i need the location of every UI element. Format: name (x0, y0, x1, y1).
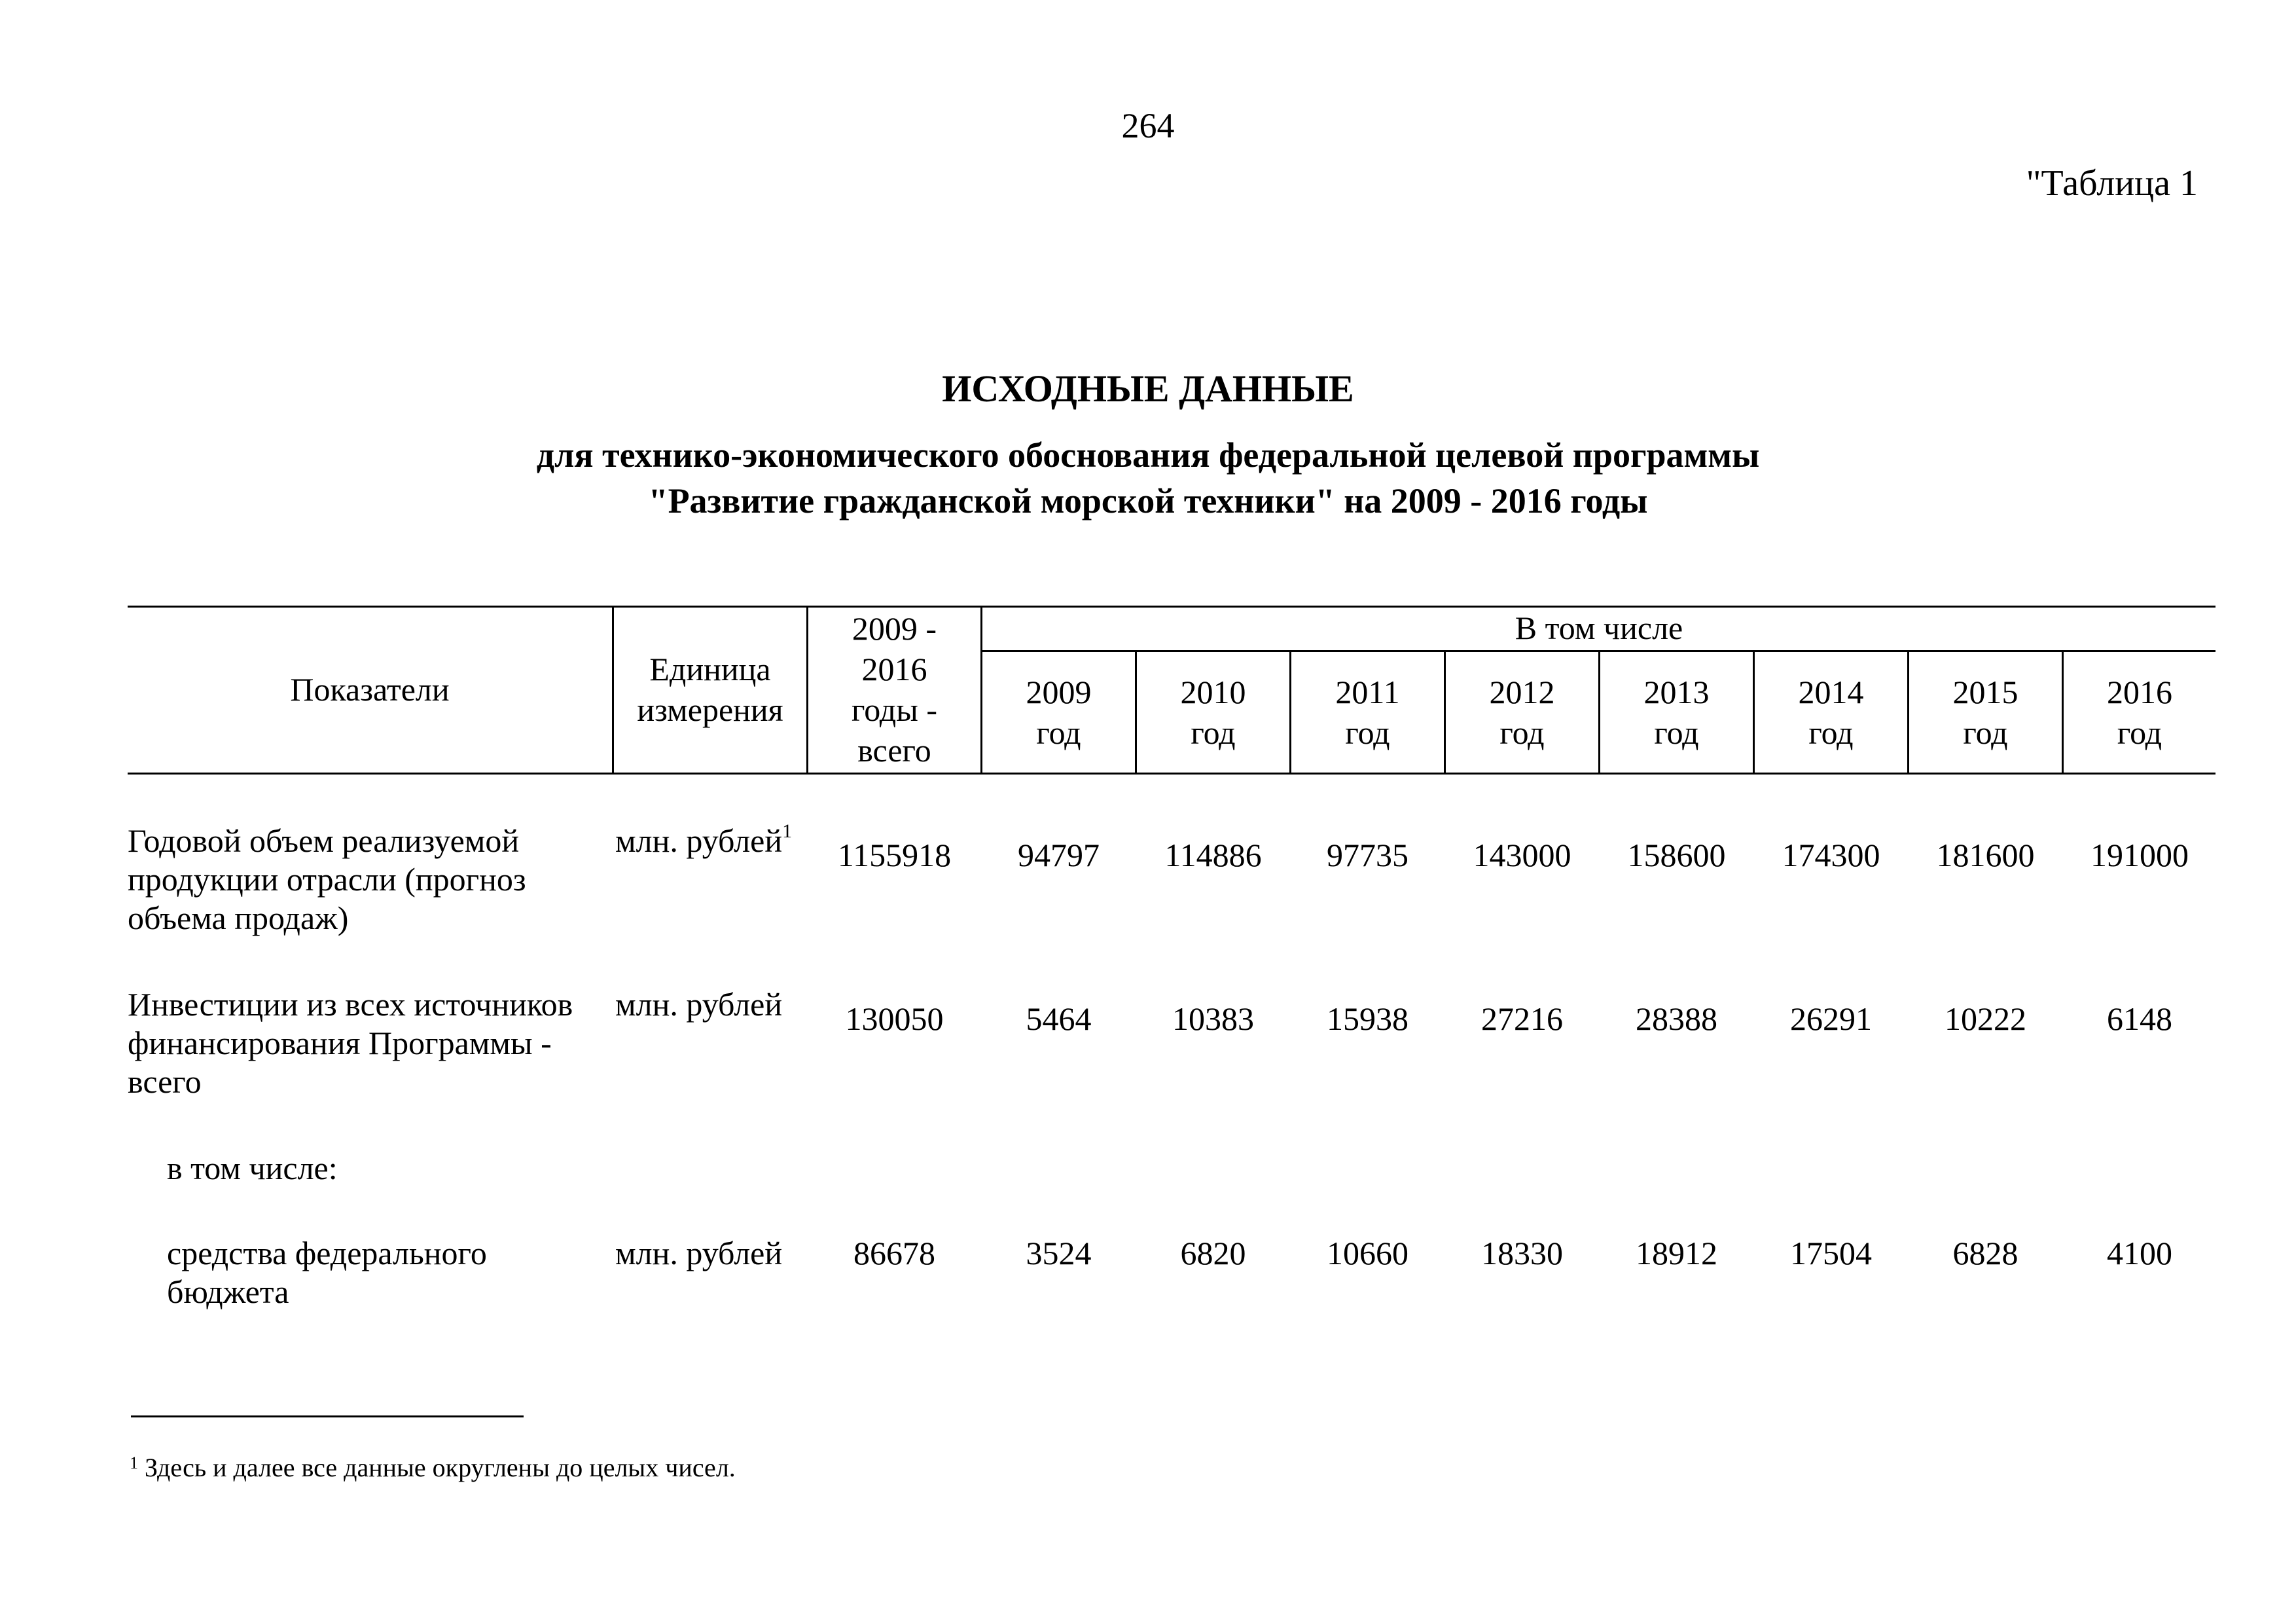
table-label: "Таблица 1 (2026, 163, 2198, 204)
row-value: 28388 (1636, 1000, 1717, 1037)
footnote-marker: 1 (130, 1453, 138, 1472)
table-row (128, 985, 2215, 1103)
header-unit: Единица измерения (637, 650, 783, 728)
row-unit: млн. рублей$^1$ (615, 820, 793, 859)
header-total: 2009 - 2016 годы - всего (851, 610, 937, 769)
row-value: 27216 (1481, 1000, 1563, 1037)
header-year-2011: 2011 год (1335, 674, 1400, 751)
subtitle-line: "Развитие гражданской морской техники" на 2009 - 2016 годы (648, 481, 1648, 520)
row-value: 6828 (1952, 1235, 2018, 1271)
row-value: 10660 (1327, 1235, 1408, 1271)
row-value: 158600 (1627, 837, 1726, 873)
row-value: 191000 (2090, 837, 2189, 873)
header-including: В том числе (1515, 610, 1683, 646)
header-year-2010: 2010 год (1180, 674, 1246, 751)
row-label: в том числе: (167, 1150, 338, 1186)
footnote-text: Здесь и далее все данные округлены до целых чисел. (145, 1453, 736, 1482)
row-value: 143000 (1473, 837, 1571, 873)
row-value: 6148 (2107, 1000, 2172, 1037)
row-value: 26291 (1790, 1000, 1872, 1037)
row-value: 3524 (1026, 1235, 1092, 1271)
header-year-2015: 2015 год (1952, 674, 2018, 751)
row-value: 181600 (1936, 837, 2035, 873)
row-label: средства федерального бюджета (167, 1235, 487, 1310)
footnote-marker: 1 (782, 820, 793, 842)
table-row (128, 1149, 2215, 1188)
header-year-2016: 2016 год (2107, 674, 2172, 751)
page-number: 264 (1121, 106, 1175, 145)
row-value: 97735 (1327, 837, 1408, 873)
row-value: 10383 (1172, 1000, 1254, 1037)
row-label: Годовой объем реализуемой продукции отрасли (прогноз объема продаж) (128, 822, 526, 936)
row-total: 86678 (853, 1235, 935, 1271)
row-value: 4100 (2107, 1235, 2172, 1271)
row-total: 1155918 (837, 837, 952, 873)
header-bottom-rule (128, 773, 2215, 775)
subtitle-line: для технико-экономического обоснования федеральной целевой программы (536, 435, 1760, 475)
row-value: 15938 (1327, 1000, 1408, 1037)
footnote (130, 1455, 736, 1481)
row-value: 18912 (1636, 1235, 1717, 1271)
row-value: 114886 (1164, 837, 1262, 873)
row-value: 17504 (1790, 1235, 1872, 1271)
table-row (128, 1234, 2215, 1319)
header-year-2014: 2014 год (1798, 674, 1864, 751)
document-title: ИСХОДНЫЕ ДАННЫЕ (942, 367, 1354, 410)
row-unit: млн. рублей (615, 1235, 783, 1271)
row-label: Инвестиции из всех источников финансирования Программы - всего (128, 986, 573, 1100)
row-value: 174300 (1782, 837, 1880, 873)
header-year-2009: 2009 год (1026, 674, 1092, 751)
row-value: 18330 (1481, 1235, 1563, 1271)
row-value: 5464 (1026, 1000, 1092, 1037)
footnote-rule (131, 1415, 524, 1417)
table-row (128, 822, 2215, 939)
row-total: 130050 (845, 1000, 944, 1037)
header-indicator: Показатели (290, 670, 450, 708)
header-year-2012: 2012 год (1489, 674, 1555, 751)
header-year-2013: 2013 год (1643, 674, 1710, 751)
document-subtitle (0, 432, 2296, 524)
row-value: 94797 (1018, 837, 1100, 873)
row-unit: млн. рублей (615, 986, 783, 1023)
row-value: 10222 (1945, 1000, 2026, 1037)
row-value: 6820 (1180, 1235, 1246, 1271)
